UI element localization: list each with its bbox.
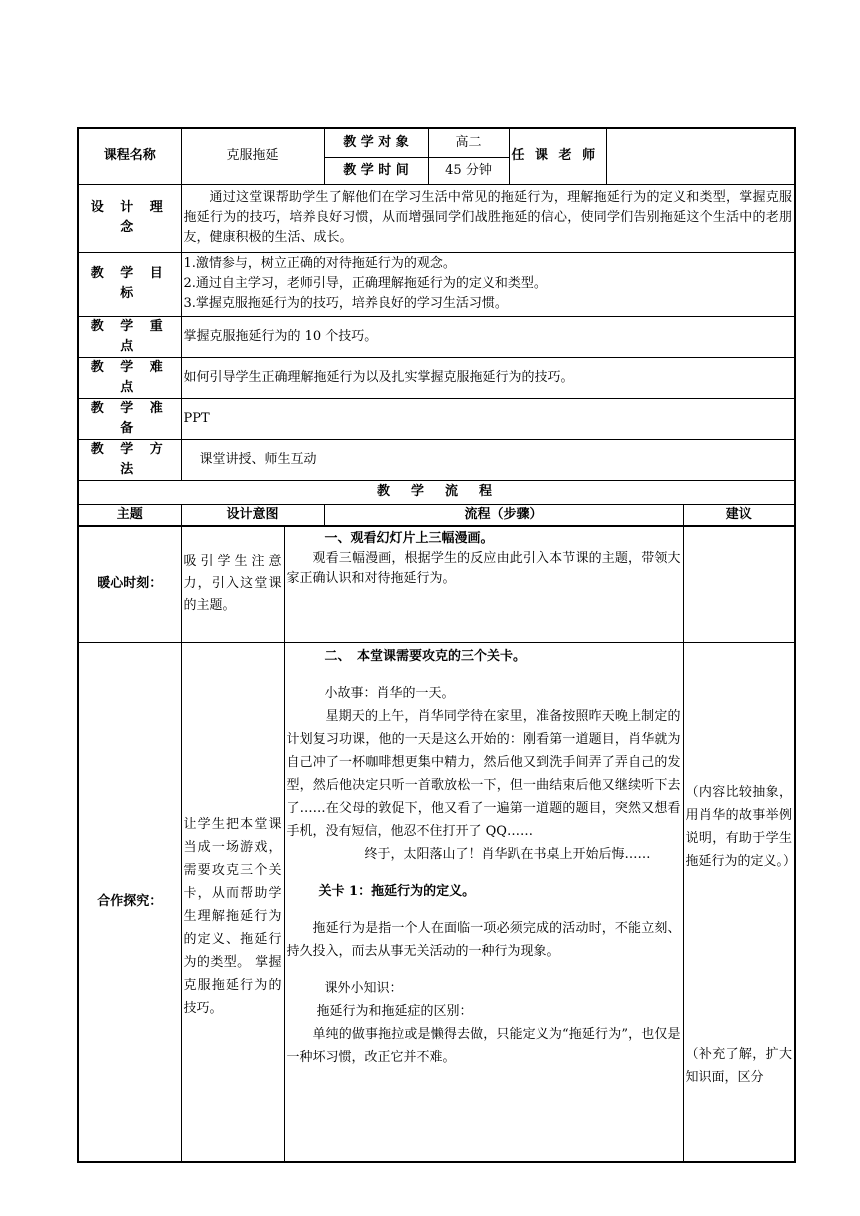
- prep-label: 教 学 准 备: [78, 398, 181, 439]
- section2-topic: 合作探究：: [78, 642, 181, 1162]
- lesson-plan-table: [77, 127, 796, 527]
- method-label: 教 学 方 法: [78, 439, 181, 480]
- course-name-value: 克服拖延: [181, 128, 324, 184]
- section1-topic: 暖心时刻：: [78, 527, 181, 642]
- design-label: 设 计 理 念: [78, 184, 181, 252]
- key-label: 教 学 重 点: [78, 316, 181, 357]
- story-paragraph-1: 星期天的上午，肖华同学待在家里，准备按照昨天晚上制定的计划复习功课，他的一天是这么开始的：刚看第一道题目，肖华就为自己冲了一杯咖啡想更集中精力，然后他又到洗手间弄了弄自己的发型，然后他决定只听一首歌放松一下，但一曲结束后他又继续听下去了……在父母的敦促下，他又看了一遍第一道题的题目，突然又想看手机，没有短信，他忍不住打开了 QQ……: [286, 708, 681, 839]
- goals-list: [181, 252, 795, 316]
- flow-table: [77, 527, 796, 1163]
- difficulty-label: 教 学 难 点: [78, 357, 181, 398]
- section2-steps: [284, 642, 683, 1162]
- story-title: 小故事：肖华的一天。: [324, 685, 455, 701]
- difficulty-text: 如何引导学生正确理解拖延行为以及扎实掌握克服拖延行为的技巧。: [181, 357, 795, 398]
- tip-title: 课外小知识：: [324, 980, 403, 996]
- section1-advice: [683, 527, 795, 642]
- section1-text: 观看三幅漫画，根据学生的反应由此引入本节课的主题，带领大家正确认识和对待拖延行为。: [286, 551, 681, 586]
- advice-1: （内容比较抽象，用肖华的故事举例说明，有助于学生拖延行为的定义。）: [685, 784, 797, 869]
- section2-intent: 让学生把本堂课当成一场游戏，需要攻克三个关卡，从而帮助学生理解拖延行为的定义、拖延行为的类型。 掌握克服拖延行为的技巧。: [181, 642, 284, 1162]
- prep-text: PPT: [181, 398, 795, 439]
- tip-text: 单纯的做事拖拉或是懒得去做，只能定义为“拖延行为”，也仅是一种坏习惯，改正它并不难。: [286, 1026, 681, 1065]
- col-topic: 主题: [78, 504, 181, 526]
- design-text: 通过这堂课帮助学生了解他们在学习生活中常见的拖延行为，理解拖延行为的定义和类型，掌握克服拖延行为的技巧，培养良好习惯，从而增强同学们战胜拖延的信心，使同学们告别拖延这个生活中的老朋友，健康积极的生活、成长。: [181, 184, 795, 252]
- section2-heading: 二、 本堂课需要攻克的三个关卡。: [324, 648, 527, 664]
- audience-label: 教 学 对 象: [324, 128, 428, 157]
- level1-title: 关卡 1：拖延行为的定义。: [318, 883, 476, 899]
- section1-intent: 吸引学生注意力，引入这堂课的主题。: [181, 527, 284, 642]
- time-value: 45 分钟: [428, 157, 509, 184]
- col-intent: 设计意图: [181, 504, 324, 526]
- advice-2: （补充了解，扩大知识面，区分: [685, 1046, 792, 1085]
- section1-heading: 一、观看幻灯片上三幅漫画。: [324, 531, 494, 546]
- key-text: 掌握克服拖延行为的 10 个技巧。: [181, 316, 795, 357]
- goal-item: 2.通过自主学习，老师引导，正确理解拖延行为的定义和类型。: [183, 276, 547, 291]
- definition-text: 拖延行为是指一个人在面临一项必须完成的活动时，不能立刻、持久投入，而去从事无关活动的一种行为现象。: [286, 920, 681, 959]
- teacher-value: [606, 128, 795, 184]
- teacher-label: 任 课 老 师: [509, 128, 606, 184]
- goals-label: 教 学 目 标: [78, 252, 181, 316]
- col-advice: 建议: [683, 504, 795, 526]
- audience-value: 高二: [428, 128, 509, 157]
- course-name-label: 课程名称: [78, 128, 181, 184]
- method-text: 课堂讲授、师生互动: [181, 439, 795, 480]
- story-paragraph-2: 终于，太阳落山了！肖华趴在书桌上开始后悔……: [364, 846, 651, 862]
- section1-steps: [284, 527, 683, 642]
- time-label: 教 学 时 间: [324, 157, 428, 184]
- goal-item: 1.激情参与，树立正确的对待拖延行为的观念。: [183, 256, 456, 271]
- tip-subtitle: 拖延行为和拖延症的区别：: [316, 1003, 473, 1019]
- flow-title: 教 学 流 程: [78, 480, 795, 504]
- section2-advice: [683, 642, 795, 1162]
- lesson-plan: [77, 127, 797, 1163]
- col-steps: 流程（步骤）: [324, 504, 683, 526]
- goal-item: 3.掌握克服拖延行为的技巧，培养良好的学习生活习惯。: [183, 296, 508, 311]
